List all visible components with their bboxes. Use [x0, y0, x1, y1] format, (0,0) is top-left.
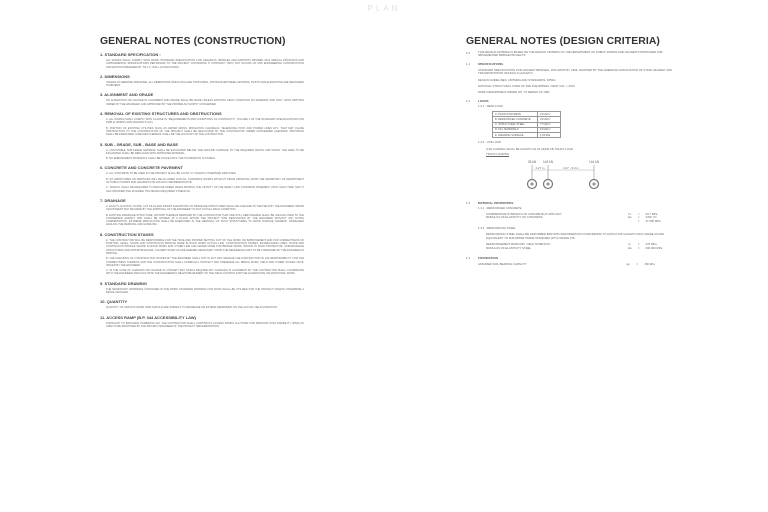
- section-title: 1. STANDARD SPECIFICATION :: [100, 52, 161, 57]
- intro-number: 1.0: [466, 51, 471, 55]
- material-properties-number: 1.3: [466, 201, 471, 206]
- construction-section: [100, 142, 304, 161]
- reinforcing-steel-heading: [478, 227, 674, 230]
- truck-loading-diagram: [484, 158, 624, 192]
- concrete-property-value: 4700 √f'c: [645, 215, 657, 220]
- section-paragraph: B. PORTION OF EXISTING UTILITIES SUCH AS WATER MAINS, IRRIGATION CHANNELS, TELEPHONE POST AND POWER LINES ETC. THAT MAY CAUSE OBSTRUCTION TO THE CONSTRUCTION OF THE PROJECT SHALL BE RELOCATED BY THE CONTRACTOR UNDER CONCERNED AGENCIES. PROVISION SHALL BE EXERCISED, DAMAGES THEREOF SHALL BE THE ACCOUNT OF THE CONTRACTOR.: [106, 126, 304, 137]
- foundation-number: 1.4: [466, 256, 471, 261]
- loads-row: [466, 99, 674, 194]
- steel-property-equals: =: [637, 242, 640, 247]
- construction-section: [100, 281, 304, 295]
- reinforced-concrete-number: 1.3.1: [478, 206, 485, 211]
- wheel-hub-2: [546, 183, 549, 186]
- steel-property-symbol: fy: [628, 242, 631, 247]
- section-paragraph: B. NO EMBANKMENT MATERIALS SHALL BE PLACE UNTIL THE FOUNDATION IS STABLE.: [106, 157, 216, 161]
- dead-load-value: 19 kN/m³: [538, 127, 561, 132]
- specifications-list: [478, 69, 674, 95]
- loads-number: 1.2: [466, 98, 471, 103]
- dead-load-heading: [478, 105, 674, 108]
- design-criteria-title: GENERAL NOTES (DESIGN CRITERIA): [466, 36, 660, 47]
- dead-load-title: DEAD LOAD: [486, 103, 503, 108]
- truck-loading-title: TRUCK LOADING: [486, 152, 509, 156]
- section-paragraph: A. ALL CONCRETE TO BE USED IN THE PROJECT SHALL BE CLASS "A" UNLESS OTHERWISE INDICATED.: [106, 172, 237, 176]
- steel-property-value: 200 000 MPa: [645, 245, 663, 250]
- section-paragraph: B. THE CHECKING OF CONSTRUCTION STAKES BY THE ENGINEER SHALL NOT IN ANY WAY RELIEVE THE CONTRACTOR OF HIS RESPONSIBILITY FOR THE CORRECTNESS THEREOF AND THE CONSTRUCTION SHALL CAREFULLY PROTECT AND PRESERVE ALL BENCH MARK, FIELD AND OTHER STAKES UNTIL ISSUED BY THE ENGINEER.: [106, 257, 304, 267]
- live-load-text: LIVE LOADING SHALL BE AASHTO HS 15-44(MS 18) TRUCK LOAD: [486, 146, 573, 151]
- construction-notes-column: [100, 36, 304, 330]
- truck-axle-load-1: 35 kN: [527, 160, 537, 165]
- concrete-property-label: COMPRESSIVE STRENGTH OF CONCRETE AT 28TH DAY: [486, 211, 562, 216]
- section-paragraph: QUANTITY OF VARIOUS WORK ITEM SHOULD ARE SUBJECT TO DECREASE OR EXTEND DEPENDING ON THE ACTUAL FIELD CONDITION.: [106, 306, 278, 310]
- reinforcing-steel-text: REINFORCING STEEL SHALL BE DEFORMED BAR WITH DEFORMATION CONFORMING TO ASTM A 615 (AASHTO M31) GRADE 40 AND EQUIVALENT TO PHILIPPINE TRADE STANDARD (PTS) GRADE 276.: [486, 232, 664, 240]
- live-load-title: LIVE LOAD: [486, 140, 502, 145]
- concrete-property-line: [486, 220, 674, 223]
- section-title: 11. ACCESS RAMP (B.P. 344 ACCESSIBILITY LAW): [100, 314, 196, 320]
- dead-load-name: B. REINFORCED CONCRETE: [493, 117, 538, 122]
- intro-row: [466, 51, 674, 58]
- construction-section: [100, 165, 304, 192]
- construction-section: [100, 92, 304, 106]
- concrete-property-label: MODULUS OF ELASTICITY OF CONCRETE: [486, 215, 543, 220]
- material-properties-title: MATERIAL PROPERTIES: [478, 201, 514, 206]
- section-paragraph: B. EXISTING DRAINAGE STRUCTURE, OR PART THEREOF REMOVED BY THE CONTRACTOR THAT ARE STILL SERVICEABLE SHALL BE UNLOAD OVER TO THE CONCERNED AGENCY AND SHALL BE STORED AT A PLACE WITHIN THE PROJECT SITE DESIGNATED BY THE ENGINEER WITHOUT ANY EXTRA COMPENSATION. EXTREME PRECAUTION SHALL BE EXERCISED IN THE REMOVAL OF SUCH STRUCTURES TO AVOID DAMAGE THEREOF. INCREASED HAULING THE REMOVAL AND HANDLING.: [106, 213, 304, 227]
- dead-load-value: 77 kN/m³: [538, 122, 561, 127]
- section-title: 5. SUB - GRADE, SUB - BASE AND BASE: [100, 141, 179, 147]
- section-title: 6. CONCRETE AND CONCRETE PAVEMENT: [100, 165, 183, 171]
- concrete-property-equals: =: [637, 211, 640, 216]
- section-paragraph: A. THE CONTRACTOR WILL BE RESPONSIBLE FOR THE TRUE AND PROPER SETTING OUT OF THE WORK OR IMPROVEMENT AND FOR CORRECTNESS OF POSITION, LEVEL, SLOPE AND CONTINUOUS PROFILE MADE IN ROAD WORK ACTUAL LINE. CONSTRUCTION STAKES, ESTABLISHING LINES, SLOPE AND CONTINUOUS PROFILE GRADE IN ROAD WORK AND OTHER LINE AND GRADE MADE FOR BRIDGE WORK, DRAINS IN ROAD PROTECTOR. SUB-DRAINAGE STRUCTURES AND APPURTENANCES, CULVERT WORK AS ARE DEEMED NECESSARY FROM THE REFERENCE DATA TO BE FURNISHED BY THE ENGINEER IN WRITING.: [106, 238, 304, 255]
- section-title: 9. STANDARD DRAWING: [100, 280, 148, 286]
- concrete-property-label: [486, 220, 628, 223]
- concrete-property-symbol: [628, 220, 638, 223]
- dead-load-row: [493, 133, 561, 138]
- concrete-property-value: 20.7 MPa: [645, 211, 658, 216]
- dead-load-number: 1.2.1: [478, 103, 485, 108]
- section-title: 3. ALIGNMENT AND GRADE: [100, 92, 154, 98]
- reinforced-concrete-values: [486, 213, 674, 223]
- dead-load-name: C. STRUCTURAL STEEL: [493, 122, 538, 127]
- section-title: 2. DIMENSIONS: [100, 73, 130, 79]
- reinforcing-steel-title: REINFORCING STEEL: [486, 226, 516, 231]
- specification-line: DPWH DEPARTMENT ORDER NO. 75 SERIES OF 1992: [478, 90, 550, 95]
- truck-axle-load-2: 144 kN: [542, 160, 554, 165]
- specification-line: NATIONAL STRUCTURAL CODE OF THE PHILIPPINES, NSCP VOL. I, 2015: [478, 84, 575, 89]
- construction-sections: [100, 52, 304, 328]
- section-paragraph: UNLESS OTHERWISE SPECIFIED, ALL DIMENSIONS WHICH INCLUDE STATIONING, DISTANCE BETWEEN CENTERS, POSTS AND ELEVATIONS ARE MEASURED IN METERS.: [106, 80, 304, 88]
- concrete-property-equals: =: [637, 215, 640, 220]
- foundation-title: FOUNDATION: [478, 256, 498, 261]
- steel-property-equals: =: [637, 245, 640, 250]
- steel-property-label: MODULUS OF ELASTICITY STEEL: [486, 245, 532, 250]
- construction-section: [100, 299, 304, 309]
- reinforcing-steel-values: [486, 243, 674, 250]
- construction-section: [100, 232, 304, 276]
- construction-notes-title: GENERAL NOTES (CONSTRUCTION): [100, 36, 286, 47]
- section-paragraph: C. TRAFFIC SHALL BE REQUIRED TO REDUCE SPEED WHEN PASSING THE VICINITY OF THE NEWLY LAID CONCRETE PAVEMENT UNTIL SUCH TIME THAT IT HAS OBTAINED THE PLANNED 75% DESIGN REQUIRED STRENGTH.: [106, 186, 304, 193]
- concrete-property-symbol: f'c: [628, 211, 632, 216]
- foundation-symbol: qa: [626, 262, 630, 267]
- dead-load-name: E. WEARING SURFACE: [493, 133, 538, 138]
- reinforced-concrete-heading: [478, 207, 674, 210]
- design-criteria-column: [466, 36, 674, 266]
- specifications-number: 1.1: [466, 61, 471, 66]
- plan-watermark: PLAN: [367, 4, 401, 13]
- dead-load-name: D. FILL MATERIALS: [493, 127, 538, 132]
- section-paragraph: ALL WORKS SHALL COMPLY WITH DPWH STANDARD SPECIFICATION FOR HIGHWAYS, BRIDGES AND AIRPORTS REVISED 2013 SPECIAL PROVISION AND SUPPLEMENTAL SPECIFICATIONS PERTAINING TO THE PROJECT CONTAINING IT CONTRACT (SPC) NOT INCONS OF CNS ENGINEERING CONSTRUCTION AND EDITION PREPARED BY T.R.L.C. WALL & ASSOCIATES.: [106, 59, 304, 69]
- section-paragraph: NO ALTERATION OR CHANGE IN ALIGNMENT AND GRADE SHALL BE MADE UNLESS EXISTING FIELD CONDITION SO WARRANT AND ONLY UPON WRITTEN ORDER BY THE ENGINEER, AND APPROVED BY THE PROPER AUTHORITY CONCERNED.: [106, 99, 304, 106]
- loads-title: LOADS: [478, 98, 489, 103]
- section-paragraph: A. UNSUITABLE SUB-GRADE MATERIAL SHALL BE EXCAVATED BELOW THE GROUND SURFACE TO THE REQUIRED DEPTH AND WIDTH. THE AREA TO BE EXCAVATED SHALL BE REPLACED WITH APPROVED MATERIAL.: [106, 148, 304, 155]
- concrete-property-equals: =: [637, 218, 640, 223]
- foundation-equals: =: [636, 262, 639, 267]
- dead-load-table: [492, 111, 561, 138]
- specification-line: DESIGN GUIDELINES, CRITERIA AND STANDARDS, DPWH.: [478, 77, 557, 82]
- section-paragraph: A. EXACT LOCATION, SLOPE, CUT FILLS AND INVERT ELEVATIONS OF DRAINAGE STRUCTURES SHALL BE CHECKED IN THE FIELD BY THE ENGINEER; MINOR ADJUSTMENT MAY BE MADE BY THE APPROVAL OF THE ENGINEER TO SUIT ACTUAL FIELD CONDITION.: [106, 204, 304, 212]
- reinforcing-steel-number: 1.3.2: [478, 226, 485, 231]
- specifications-title: SPECIFICATIONS: [478, 61, 503, 66]
- section-title: 4. REMOVAL OF EXISTING STRUCTURES AND OBSTRUCTIONS: [100, 111, 222, 117]
- wheel-hub-3: [592, 183, 595, 186]
- section-paragraph: THE NECESSARY DRAWINGS CONTAINED IN THE DPWH STANDARD DRAWING FOR ROAD SHALL BE UTILIZED FOR THE PROJECT UNLESS OTHERWISE A DETAIL DETAILED.: [106, 287, 304, 294]
- construction-section: [100, 315, 304, 329]
- foundation-label: ASSUMED SOIL BEARING CAPACITY: [478, 262, 527, 267]
- concrete-property-value: 21 500 MPa: [645, 218, 661, 223]
- section-paragraph: A. ALL WORKS SHALL COMPLY WITH CLAUSE IN "REQUIREMENTS AND CONDITIONS OF CONTRACTS", VOLUME 1 OF THE STANDARD SPECIFICATIONS FOR PUBLIC WORKS AND HIGHWAYS (AO).: [106, 118, 304, 125]
- foundation-value-line: [478, 263, 674, 266]
- truck-axle-load-3: 144 kN: [588, 160, 600, 165]
- truck-spacing-1: 4.27 m: [535, 166, 545, 171]
- section-title: 10. QUANTITY: [100, 299, 128, 305]
- wheel-hub-1: [530, 183, 533, 186]
- construction-section: [100, 74, 304, 88]
- reinforced-concrete-title: REINFORCED CONCRETE: [486, 206, 522, 211]
- specifications-row: [466, 62, 674, 95]
- foundation-value: 150 kPa: [644, 262, 655, 267]
- dead-load-value: 1.53 kPa: [538, 133, 561, 138]
- section-paragraph: C. IN THE CASE OF CHANGES OR CHANGE IN CONCEPT MAY WHICH REQUIRE ANY CHANGES IN ALIGNMENT BY THE CONTRACTOR SHALL COORDINATE WITH THE ENGINEER AND FACILITATE THE ENGINEER IN RE-ESTABLISHMENT OF THE FIELD CONTROL FOR THE ALTERNATIVE OR ADDITIONAL WORK.: [106, 269, 304, 276]
- dead-load-value: 24 kN/m³: [538, 117, 561, 122]
- truck-spacing-2: 4.27 - 9.0 m: [562, 166, 580, 171]
- construction-section: [100, 198, 304, 227]
- steel-property-value: 276 MPa: [645, 242, 657, 247]
- steel-property-line: [486, 247, 674, 250]
- steel-property-symbol: Es: [628, 245, 632, 250]
- construction-section: [100, 52, 304, 69]
- section-title: 7. DRAINAGE: [100, 197, 126, 203]
- concrete-property-symbol: Ec: [628, 215, 632, 220]
- section-paragraph: B. NO ADMIXTURES OR ADDITIVES WILL BE ALLOWED FOR ALL CONCRETE WORKS WITHOUT PRIOR APPROVAL FROM THE SECRETARY OF DEPARTMENT OF PUBLIC WORKS AND HIGHWAYS OR HIS DULY REPRESENTATIVE.: [106, 177, 304, 185]
- material-properties-row: [466, 201, 674, 250]
- steel-property-label: REINFORCEMENT BARS MIN. YIELD STRENGTH: [486, 242, 551, 247]
- section-paragraph: PURSUANT TO BATASANG PAMBANSA 344, THE CONTRACTOR SHALL CONSTRUCT ACCESS RAMPS ALLOTTED FOR PERSONS WITH DISABILITY (PWD) AS ANDO IS BE IDENTIFIED BY THE PROJECT ENGINEER AT THE PROJECT IMPLEMENTATION.: [106, 321, 304, 328]
- intro-text: THIS DESIGN CRITERIA IS BASED ON THE DESIGN CRITERIA OF THE DEPARTMENT OF PUBLIC WORKS AND HIGHWAYS PROPOSED AND IMPLEMENTED BRIDGE PROJECTS.: [478, 50, 663, 58]
- live-load-heading: [478, 141, 674, 144]
- dead-load-name: A. PLAIN CONCRETE: [493, 112, 538, 117]
- live-load-number: 1.2.2: [478, 140, 485, 145]
- section-title: 8. CONSTRUCTION STAKES: [100, 231, 154, 237]
- specification-line: STANDARD SPECIFICATION FOR HIGHWAY BRIDGES, 16TH EDITION, 1996, ADOPTED BY THE AMERICAN ASSOCIATION OF STATE HIGHWAY AND TRANSPORTATION OFFICIALS (AASHTO).: [478, 67, 673, 76]
- dead-load-value: 23 kN/m³: [538, 112, 561, 117]
- foundation-row: [466, 256, 674, 266]
- construction-section: [100, 111, 304, 136]
